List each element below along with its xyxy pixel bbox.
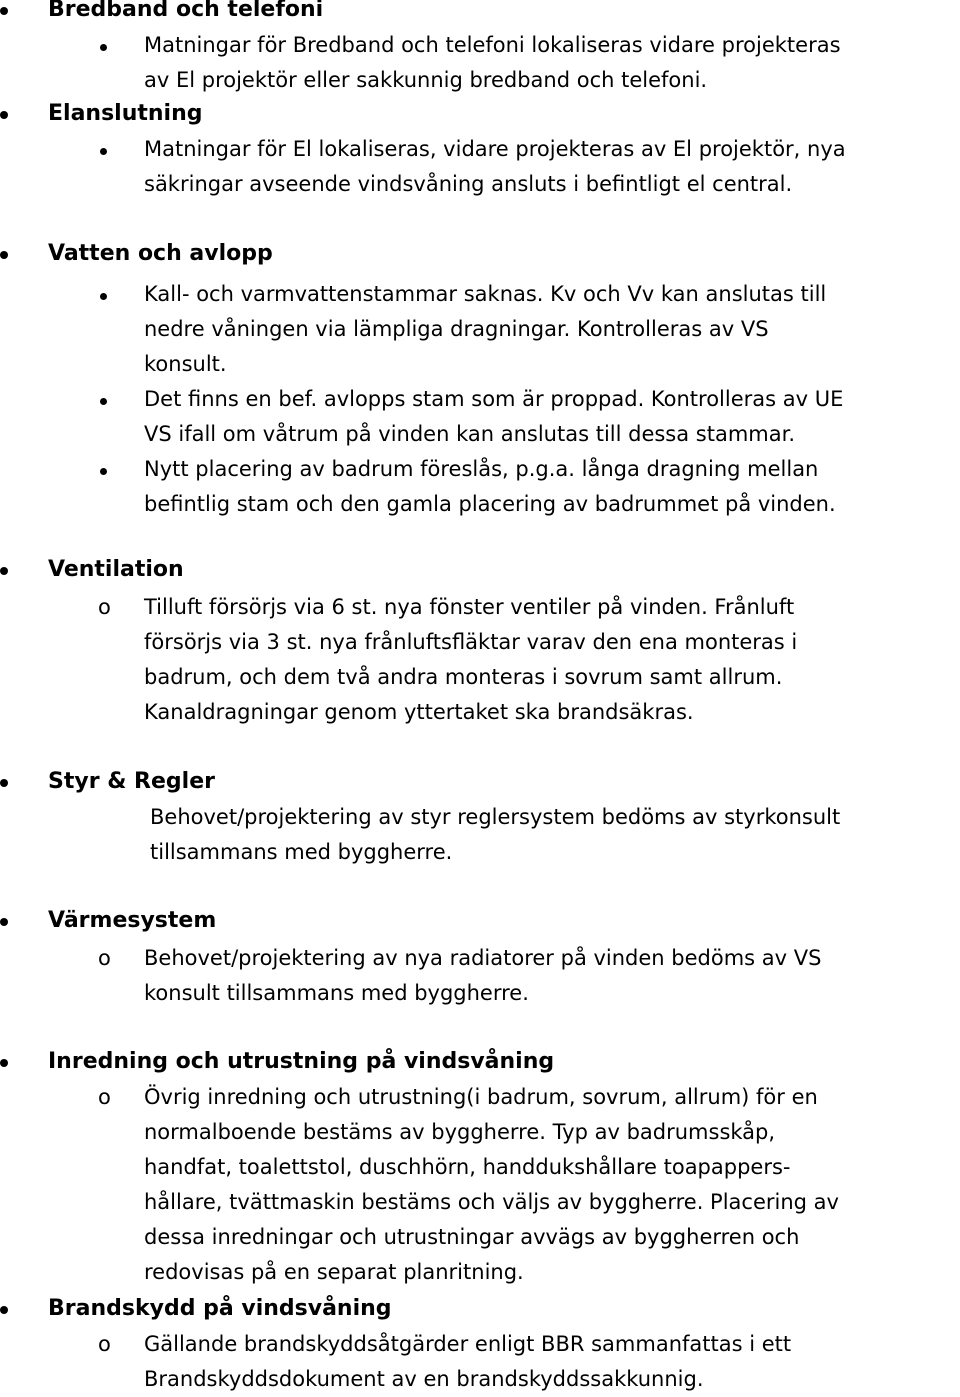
section-styr <box>0 768 960 870</box>
bullet-dot-icon <box>100 293 107 300</box>
list-item-text <box>144 28 960 98</box>
bullet-dot-icon <box>0 111 8 119</box>
section-heading: Elanslutning <box>48 101 203 126</box>
text-line: Nytt placering av badrum föreslås, p.g.a. långa dragning mellan <box>144 457 819 481</box>
section-heading: Styr & Regler <box>48 769 215 794</box>
text-line: av El projektör eller sakkunnig bredband och telefoni. <box>144 68 708 92</box>
text-line: Behovet/projektering av styr reglersystem bedöms av styrkonsult <box>150 805 841 829</box>
bullet-dot-icon <box>0 1059 8 1067</box>
list-item-text <box>144 277 960 382</box>
text-line: dessa inredningar och utrustningar avvägs av byggherren och <box>144 1225 800 1249</box>
bullet-dot-icon <box>100 468 107 475</box>
bullet-circle-icon: o <box>98 1085 111 1109</box>
text-line: konsult tillsammans med byggherre. <box>144 981 529 1005</box>
list-item-text <box>144 590 960 730</box>
list-item <box>0 1327 960 1397</box>
list-item <box>0 277 960 382</box>
section-bredband <box>0 0 960 98</box>
text-line: redovisas på en separat planritning. <box>144 1260 524 1284</box>
text-line: försörjs via 3 st. nya frånluftsfläktar varav den ena monteras i <box>144 630 798 654</box>
text-line: badrum, och dem två andra monteras i sovrum samt allrum. <box>144 665 783 689</box>
text-line: Behovet/projektering av nya radiatorer på vinden bedöms av VS <box>144 946 822 970</box>
bullet-dot-icon <box>100 148 107 155</box>
list-item <box>0 132 960 202</box>
text-line: Kall- och varmvattenstammar saknas. Kv och Vv kan anslutas till <box>144 282 827 306</box>
text-line: befintlig stam och den gamla placering av badrummet på vinden. <box>144 492 836 516</box>
list-item-text <box>144 1327 960 1397</box>
section-heading-row <box>0 1048 960 1080</box>
section-heading-row <box>0 0 960 28</box>
list-item-text <box>144 1080 960 1290</box>
section-ventilation <box>0 556 960 730</box>
bullet-dot-icon <box>0 918 8 926</box>
text-line: Brandskyddsdokument av en brandskyddssakkunnig. <box>144 1367 704 1391</box>
section-heading-row <box>0 100 960 132</box>
text-line: konsult. <box>144 352 227 376</box>
list-item-text <box>144 941 960 1011</box>
text-line: nedre våningen via lämpliga dragningar. Kontrolleras av VS <box>144 317 769 341</box>
section-varme <box>0 907 960 1011</box>
text-line: Matningar för Bredband och telefoni lokaliseras vidare projekteras <box>144 33 841 57</box>
bullet-dot-icon <box>0 7 8 15</box>
section-vatten <box>0 240 960 522</box>
section-elanslutning <box>0 100 960 202</box>
section-heading-row <box>0 240 960 277</box>
text-line: tillsammans med byggherre. <box>150 840 453 864</box>
section-heading-row <box>0 1295 960 1327</box>
bullet-circle-icon: o <box>98 595 111 619</box>
bullet-dot-icon <box>0 567 8 575</box>
text-line: Kanaldragningar genom yttertaket ska brandsäkras. <box>144 700 694 724</box>
list-item-text <box>144 452 960 522</box>
bullet-dot-icon <box>100 44 107 51</box>
bullet-circle-icon: o <box>98 1332 111 1356</box>
text-line: Det finns en bef. avlopps stam som är proppad. Kontrolleras av UE <box>144 387 844 411</box>
bullet-dot-icon <box>0 779 8 787</box>
text-line: handfat, toalettstol, duschhörn, handdukshållare toapappers- <box>144 1155 791 1179</box>
text-line: Tilluft försörjs via 6 st. nya fönster ventiler på vinden. Frånluft <box>144 595 795 619</box>
section-heading-row <box>0 556 960 590</box>
text-line: VS ifall om våtrum på vinden kan anslutas till dessa stammar. <box>144 422 795 446</box>
list-item <box>0 941 960 1011</box>
section-inredning <box>0 1048 960 1290</box>
list-item <box>0 28 960 98</box>
section-heading-row <box>0 907 960 941</box>
bullet-dot-icon <box>0 251 8 259</box>
text-line: normalboende bestäms av byggherre. Typ av badrumsskåp, <box>144 1120 776 1144</box>
text-line: hållare, tvättmaskin bestäms och väljs av byggherre. Placering av <box>144 1190 839 1214</box>
section-body-text <box>150 800 960 870</box>
text-line: Matningar för El lokaliseras, vidare projekteras av El projektör, nya <box>144 137 846 161</box>
list-item-text <box>144 382 960 452</box>
list-item-text <box>144 132 960 202</box>
bullet-circle-icon: o <box>98 946 111 970</box>
list-item <box>0 590 960 730</box>
text-line: säkringar avseende vindsvåning ansluts i befintligt el central. <box>144 172 793 196</box>
section-heading: Brandskydd på vindsvåning <box>48 1296 392 1321</box>
bullet-dot-icon <box>0 1306 8 1314</box>
bullet-dot-icon <box>100 398 107 405</box>
section-heading: Vatten och avlopp <box>48 241 273 266</box>
list-item <box>0 382 960 452</box>
text-line: Övrig inredning och utrustning(i badrum, sovrum, allrum) för en <box>144 1085 818 1109</box>
text-line: Gällande brandskyddsåtgärder enligt BBR sammanfattas i ett <box>144 1332 792 1356</box>
section-brandskydd <box>0 1295 960 1397</box>
section-heading: Bredband och telefoni <box>48 0 324 22</box>
section-heading: Värmesystem <box>48 908 217 933</box>
list-item <box>0 1080 960 1290</box>
section-heading-row <box>0 768 960 800</box>
section-heading: Inredning och utrustning på vindsvåning <box>48 1049 555 1074</box>
section-heading: Ventilation <box>48 557 184 582</box>
list-item <box>0 452 960 522</box>
